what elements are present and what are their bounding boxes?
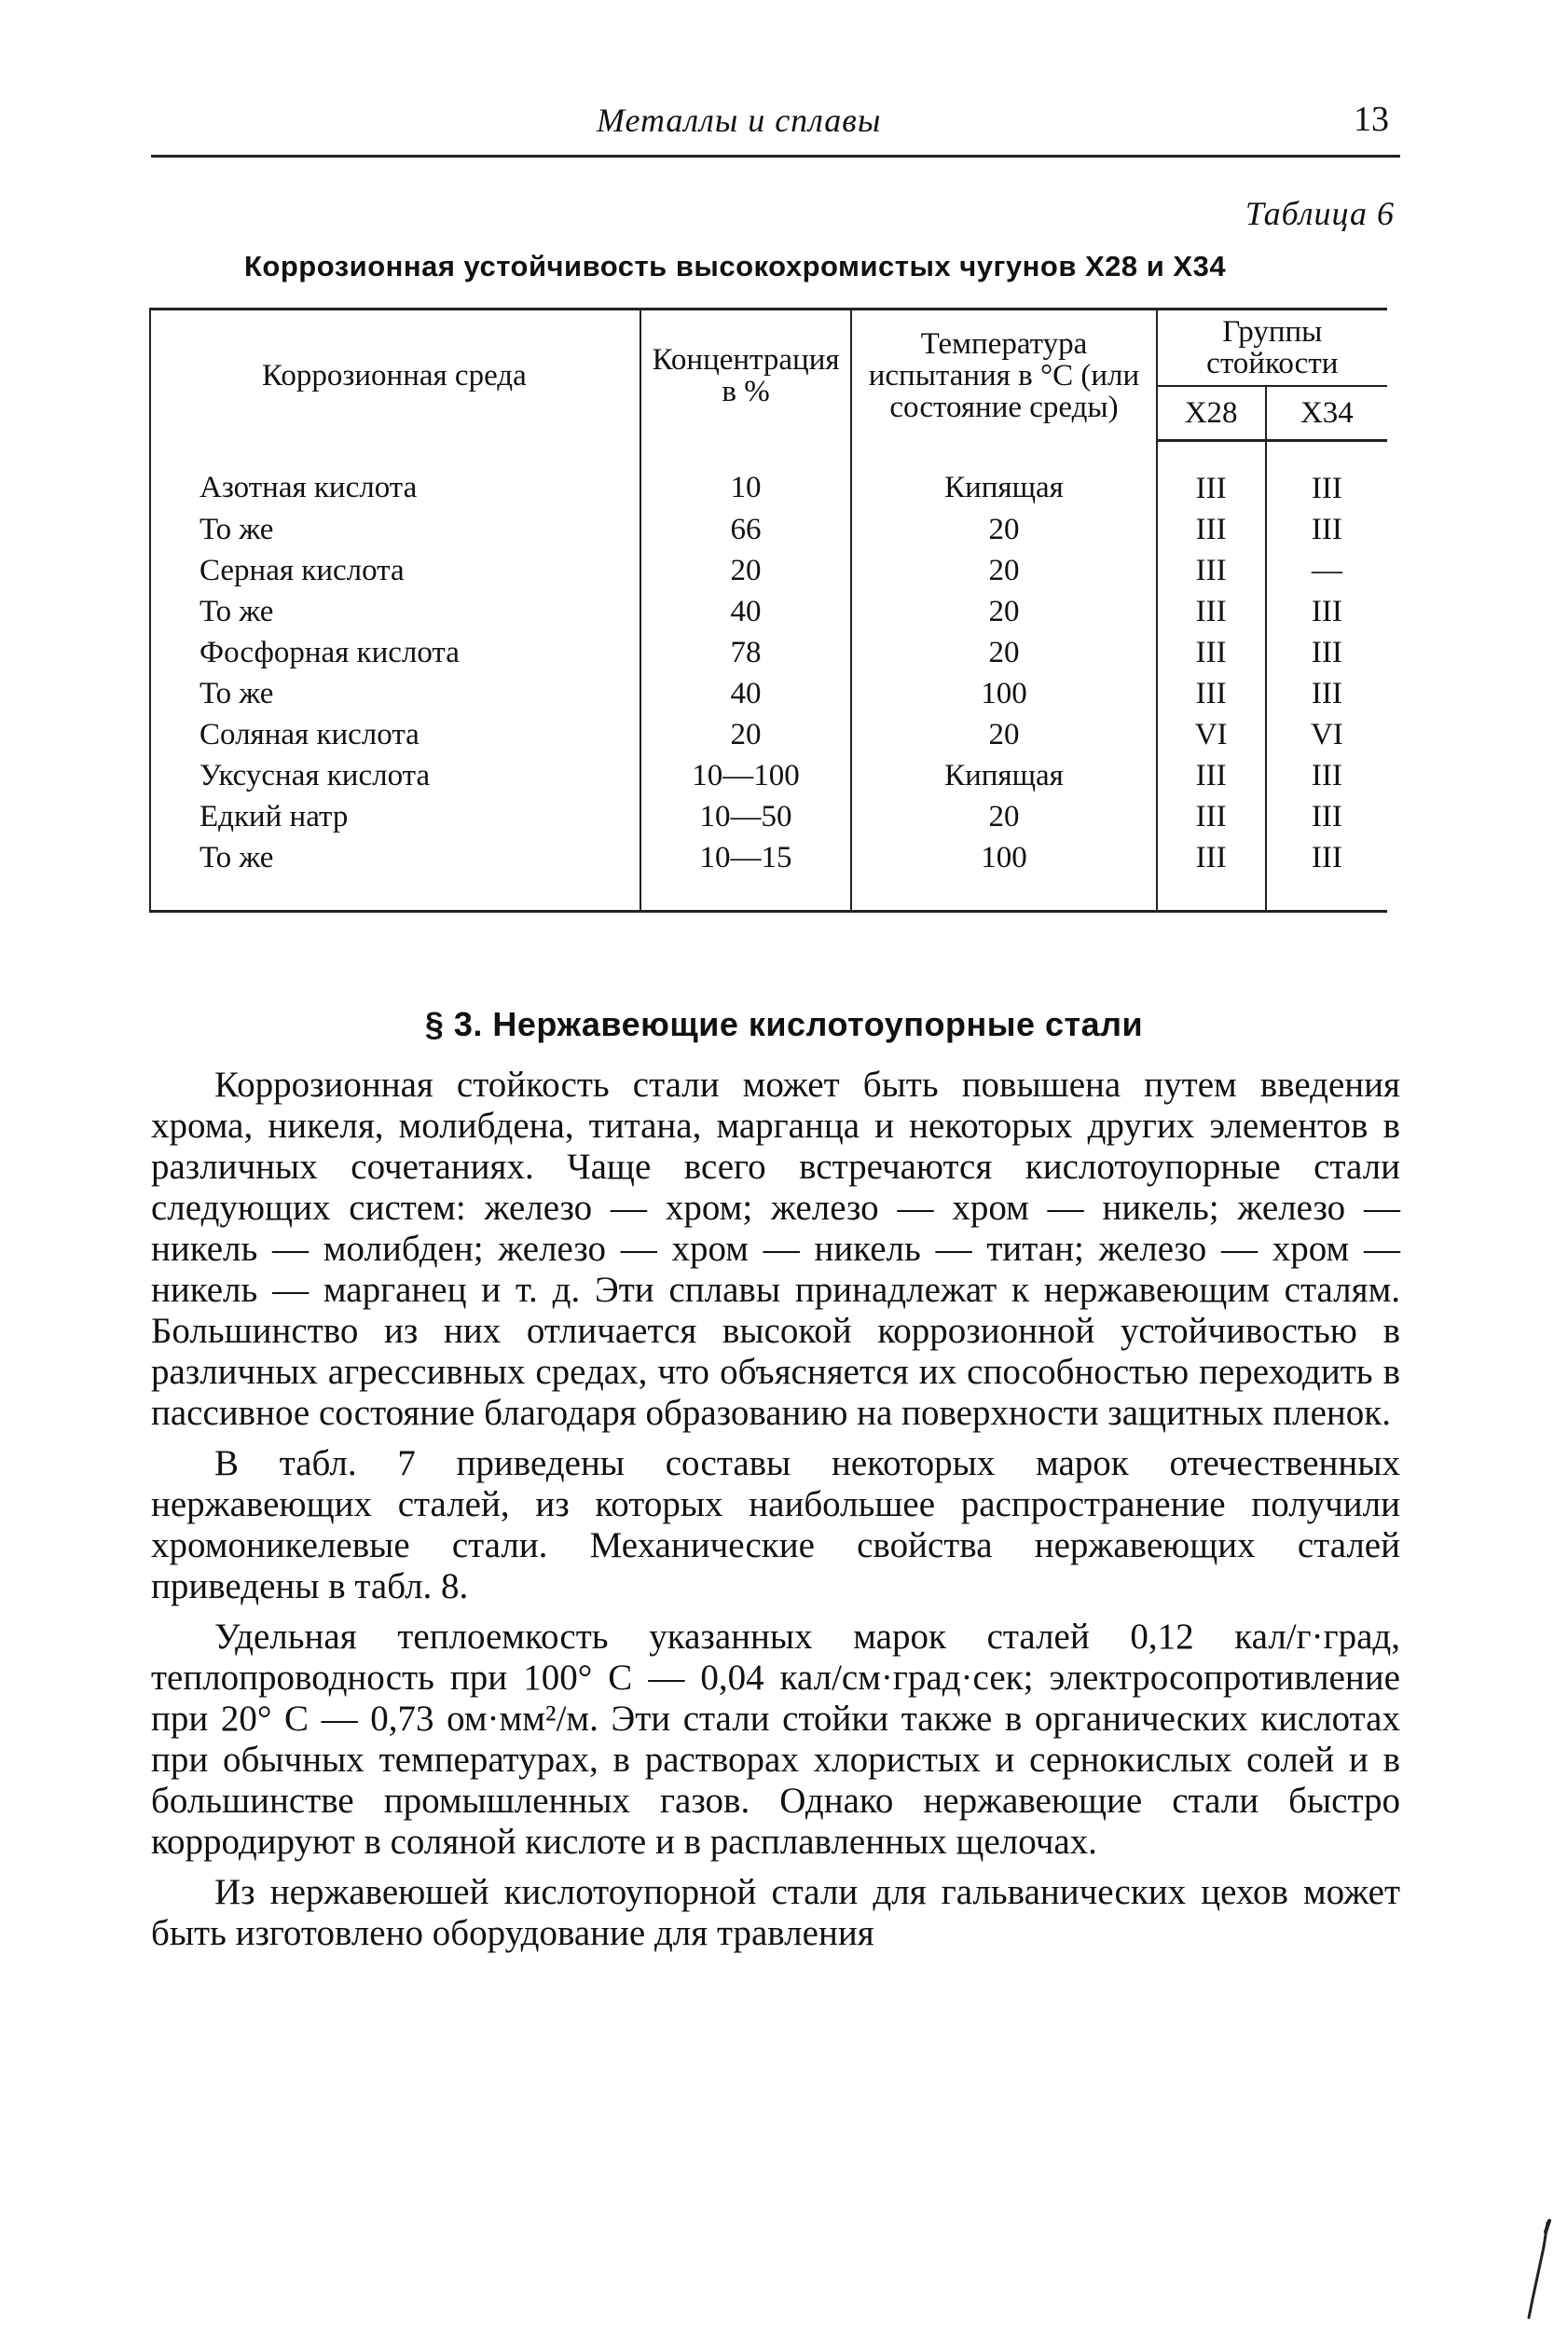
cell-x34: III <box>1311 636 1342 669</box>
cell-environment: Серная кислота <box>149 550 640 591</box>
cell-x34: III <box>1311 472 1342 505</box>
paragraph-2: В табл. 7 приведены составы некоторых марок отечественных нержавеющих сталей, из которых наибольшее распространение получили хромоникелевые стали. Механические свойства нержавеющих сталей приведены в табл. 8. <box>151 1443 1400 1606</box>
cell-x34: III <box>1311 595 1342 628</box>
column-header-environment: Коррозионная среда <box>149 310 640 441</box>
cell-concentration: 40 <box>640 591 852 632</box>
cell-x28: III <box>1157 591 1266 632</box>
cell-temperature: 20 <box>851 550 1156 591</box>
section-heading: § 3. Нержавеющие кислотоупорные стали <box>424 1005 1144 1043</box>
cell-x28: III <box>1157 755 1266 796</box>
table-row <box>149 755 1387 796</box>
body-text <box>151 1065 1400 1954</box>
table-row <box>149 673 1387 714</box>
cell-concentration: 78 <box>640 632 852 673</box>
cell-x34: — <box>1311 554 1342 587</box>
table-row <box>149 837 1387 912</box>
pen-mark-icon <box>1525 2219 1553 2321</box>
cell-x28: III <box>1157 796 1266 837</box>
cell-temperature: 20 <box>851 591 1156 632</box>
cell-environment: Азотная кислота <box>149 441 640 510</box>
cell-concentration: 10 <box>640 441 852 510</box>
corrosion-table-container <box>149 308 1387 913</box>
cell-temperature: 20 <box>851 796 1156 837</box>
table-body <box>149 441 1387 912</box>
cell-temperature: 100 <box>851 673 1156 714</box>
table-row <box>149 632 1387 673</box>
page-number: 13 <box>1354 100 1389 139</box>
cell-environment: То же <box>149 591 640 632</box>
paragraph-4: Из нержавеюшей кислотоупорной стали для гальванических цехов может быть изготовлено оборудование для травления <box>151 1872 1400 1953</box>
cell-environment: То же <box>149 509 640 550</box>
cell-x28: III <box>1157 509 1266 550</box>
column-header-x28: Х28 <box>1157 386 1266 441</box>
cell-temperature: 20 <box>851 509 1156 550</box>
paragraph-3: Удельная теплоемкость указанных марок сталей 0,12 кал/г·град, теплопроводность при 100° С — 0,04 кал/см·град·сек; электросопротивление при 20° С — 0,73 ом·мм²/м. Эти стали стойки также в органических кислотах при обычных температурах, в растворах хлористых и сернокислых солей и в большинстве промышленных газов. Однако нержавеющие стали быстро корродируют в соляной кислоте и в расплавленных щелочах. <box>151 1617 1400 1862</box>
cell-concentration: 10—50 <box>640 796 852 837</box>
cell-concentration: 20 <box>640 550 852 591</box>
cell-x34: III <box>1311 800 1342 833</box>
cell-environment: Уксусная кислота <box>149 755 640 796</box>
table-row <box>149 509 1387 550</box>
cell-x34: III <box>1311 759 1342 792</box>
cell-x28: III <box>1157 837 1266 912</box>
column-header-temperature: Температура испытания в °С (или состояние среды) <box>851 310 1156 441</box>
table-row <box>149 591 1387 632</box>
cell-environment: Едкий натр <box>149 796 640 837</box>
cell-temperature: Кипящая <box>851 755 1156 796</box>
cell-x28: III <box>1157 673 1266 714</box>
cell-x28: III <box>1157 550 1266 591</box>
table-row <box>149 550 1387 591</box>
cell-temperature: 20 <box>851 632 1156 673</box>
cell-x28: VI <box>1157 714 1266 755</box>
corrosion-table <box>149 308 1387 913</box>
table-left-border <box>149 308 151 913</box>
cell-concentration: 10—15 <box>640 837 852 912</box>
cell-concentration: 10—100 <box>640 755 852 796</box>
header-rule <box>151 155 1400 158</box>
table-number: Таблица 6 <box>1245 195 1395 232</box>
cell-x34: VI <box>1310 718 1343 751</box>
cell-environment: Фосфорная кислота <box>149 632 640 673</box>
cell-x34: III <box>1266 837 1387 912</box>
column-header-groups: Группы стойкости <box>1157 310 1387 387</box>
cell-temperature: 20 <box>851 714 1156 755</box>
table-title: Коррозионная устойчивость высокохромистых чугунов Х28 и Х34 <box>244 250 1227 282</box>
column-header-concentration: Концентрация в % <box>640 310 852 441</box>
cell-temperature: Кипящая <box>851 441 1156 510</box>
table-row <box>149 441 1387 510</box>
paragraph-1: Коррозионная стойкость стали может быть повышена путем введения хрома, никеля, молибдена, титана, марганца и некоторых других элементов в различных сочетаниях. Чаще всего встречаются кислотоупорные стали следующих систем: железо — хром; железо — хром — никель; железо — никель — молибден; железо — хром — никель — титан; железо — хром — никель — марганец и т. д. Эти сплавы принадлежат к нержавеющим сталям. Большинство из них отличается высокой коррозионной устойчивостью в различных агрессивных средах, что объясняется их способностью переходить в пассивное состояние благодаря образованию на поверхности защитных пленок. <box>151 1065 1400 1433</box>
cell-concentration: 40 <box>640 673 852 714</box>
cell-environment: Соляная кислота <box>149 714 640 755</box>
running-title: Металлы и сплавы <box>597 102 882 139</box>
cell-environment: То же <box>149 837 640 912</box>
cell-x28: III <box>1157 632 1266 673</box>
cell-x34: III <box>1311 677 1342 710</box>
cell-environment: То же <box>149 673 640 714</box>
cell-concentration: 66 <box>640 509 852 550</box>
cell-concentration: 20 <box>640 714 852 755</box>
table-row <box>149 714 1387 755</box>
column-header-x34: Х34 <box>1266 386 1387 441</box>
cell-temperature: 100 <box>851 837 1156 912</box>
table-row <box>149 796 1387 837</box>
cell-x34: III <box>1311 513 1342 546</box>
cell-x28: III <box>1157 441 1266 510</box>
